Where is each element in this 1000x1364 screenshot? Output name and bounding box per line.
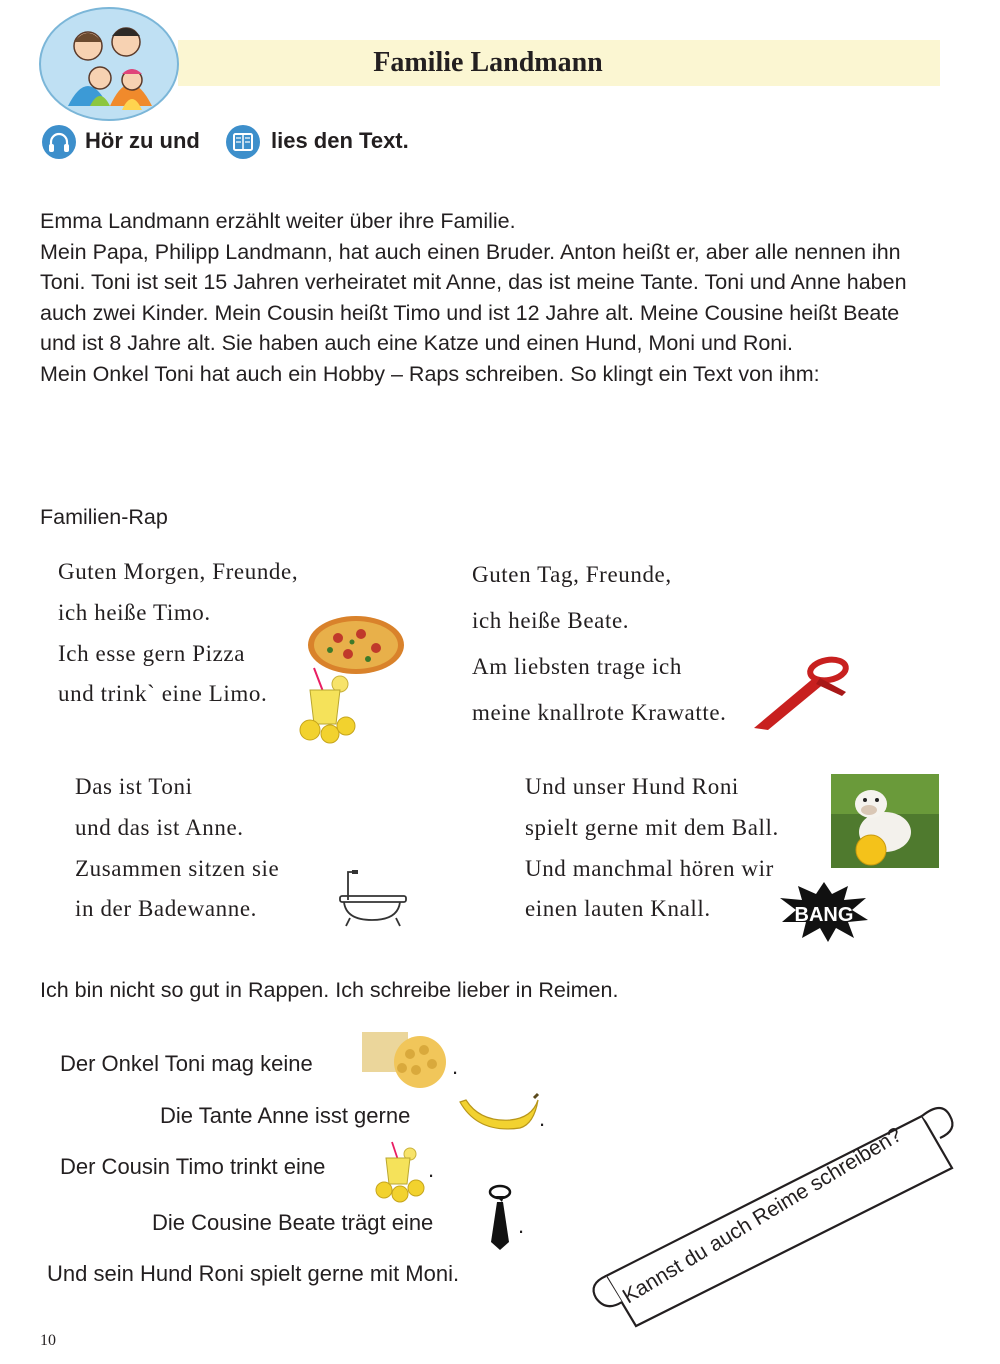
verse-line: ich heiße Timo. bbox=[58, 599, 211, 625]
intro-text bbox=[40, 206, 940, 390]
verse-line: ich heiße Beate. bbox=[472, 608, 630, 633]
rhyme-line: Der Cousin Timo trinkt eine bbox=[60, 1154, 326, 1179]
period: . bbox=[518, 1213, 525, 1238]
scroll-icon bbox=[590, 1092, 960, 1326]
banana-image bbox=[458, 1092, 540, 1141]
book-icon bbox=[226, 125, 260, 159]
verse-line: Das ist Toni bbox=[75, 774, 193, 799]
rhyme-line: Die Tante Anne isst gerne bbox=[160, 1103, 411, 1128]
instruction-listen: Hör zu und bbox=[85, 128, 200, 153]
verse-line: Am liebsten trage ich bbox=[472, 654, 682, 679]
bang-icon bbox=[778, 880, 870, 944]
verse-line: Ich esse gern Pizza bbox=[58, 640, 246, 666]
verse-line: einen lauten Knall. bbox=[525, 896, 711, 922]
black-tie-image bbox=[486, 1184, 514, 1255]
intro-paragraph: Emma Landmann erzählt weiter über ihre Familie. bbox=[40, 209, 516, 233]
page-title: Familie Landmann bbox=[373, 47, 603, 78]
period: . bbox=[428, 1157, 435, 1182]
bulldog-photo bbox=[831, 774, 939, 873]
verse-line: meine knallrote Krawatte. bbox=[472, 700, 727, 725]
verse-line: Zusammen sitzen sie bbox=[75, 855, 280, 881]
lemonade-image bbox=[296, 664, 358, 749]
pasta-image bbox=[358, 1024, 450, 1091]
red-tie-image bbox=[750, 656, 850, 739]
rap-title: Familien-Rap bbox=[40, 505, 168, 529]
rhyme-line: Der Onkel Toni mag keine bbox=[60, 1051, 313, 1076]
period: . bbox=[452, 1054, 459, 1079]
verse-toni-anne bbox=[75, 767, 279, 930]
verse-beate bbox=[472, 552, 726, 736]
verse-line: Guten Tag, Freunde, bbox=[472, 562, 672, 587]
period: . bbox=[539, 1106, 546, 1131]
verse-line: und trink` eine Limo. bbox=[58, 681, 268, 707]
scroll-text: Kannst du auch Reime schreiben? bbox=[618, 1123, 906, 1309]
verse-line: spielt gerne mit dem Ball. bbox=[525, 814, 779, 840]
verse-line: Guten Morgen, Freunde, bbox=[58, 559, 299, 584]
family-illustration bbox=[38, 6, 180, 122]
verse-line: Und unser Hund Roni bbox=[525, 774, 739, 799]
bathtub-icon bbox=[338, 866, 408, 933]
page-number: 10 bbox=[40, 1332, 56, 1349]
lemonade-image-small bbox=[372, 1140, 435, 1207]
verse-roni bbox=[525, 767, 779, 930]
verse-timo bbox=[58, 552, 298, 715]
verse-line: in der Badewanne. bbox=[75, 896, 257, 922]
intro-paragraph: Mein Onkel Toni hat auch ein Hobby – Raps schreiben. So klingt ein Text von ihm: bbox=[40, 361, 820, 386]
rhyme-line: Die Cousine Beate trägt eine bbox=[152, 1210, 434, 1235]
rhymes-intro: Ich bin nicht so gut in Rappen. Ich schreibe lieber in Reimen. bbox=[40, 978, 619, 1002]
bang-text: BANG bbox=[794, 904, 854, 926]
rhyme-line: Und sein Hund Roni spielt gerne mit Moni. bbox=[47, 1261, 460, 1286]
verse-line: und das ist Anne. bbox=[75, 814, 244, 840]
instruction-read: lies den Text. bbox=[271, 128, 409, 153]
intro-paragraph: Mein Papa, Philipp Landmann, hat auch einen Bruder. Anton heißt er, aber alle nennen ihn Toni. Toni ist seit 15 Jahren verheiratet mit Anne, das ist meine Tante. Toni und Anne haben auch zwei Kinder. Mein Cousin heißt Timo und ist 12 Jahre alt. Meine Cousine heißt Beate und ist 8 Jahre alt. Sie haben auch eine Katze und einen Hund, Moni und Roni. bbox=[40, 239, 907, 356]
verse-line: Und manchmal hören wir bbox=[525, 855, 774, 881]
headphones-icon bbox=[42, 125, 76, 159]
